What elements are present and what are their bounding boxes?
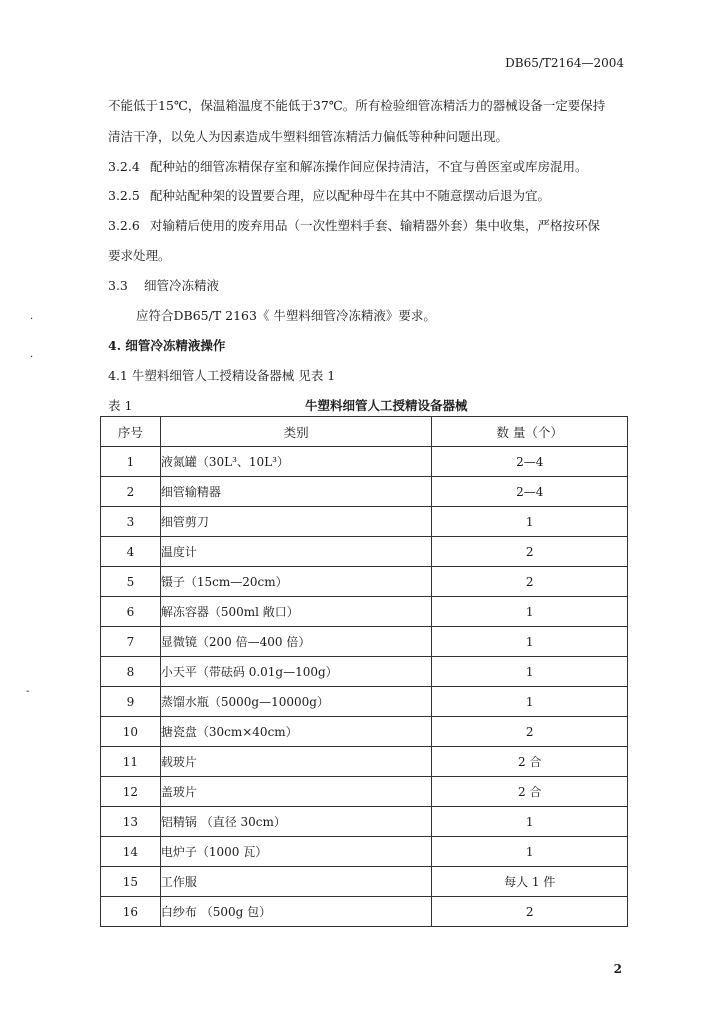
cell-name: 搪瓷盘（30cm×40cm） [160,717,432,747]
cell-qty: 1 [432,597,628,627]
scan-artifact: - [26,686,30,697]
section-title: 细管冷冻精液 [143,278,219,293]
equipment-table [100,416,628,927]
table-row [101,657,628,687]
cell-qty: 2 [432,537,628,567]
cell-no: 10 [101,717,161,747]
cell-qty: 1 [432,657,628,687]
scan-artifact: · [30,352,34,363]
clause-3-2-6 [108,216,600,236]
header-name: 类别 [160,417,432,447]
section-4-1-text: 4.1 牛塑料细管人工授精设备器械 见表 1 [108,368,336,383]
clause-3-2-5 [108,186,550,206]
header-no: 序号 [101,417,161,447]
table-row [101,717,628,747]
cell-qty: 2 [432,717,628,747]
cell-name: 载玻片 [160,747,432,777]
cell-no: 5 [101,567,161,597]
cell-no: 12 [101,777,161,807]
cell-qty: 2 [432,897,628,927]
clause-text: 对输精后使用的废弃用品（一次性塑料手套、输精器外套）集中收集，严格按环保 [149,218,600,233]
cell-qty: 2—4 [432,477,628,507]
table-row [101,567,628,597]
section-4-heading: 4. 细管冷冻精液操作 [108,338,226,353]
document-code: DB65/T2164—2004 [505,56,624,70]
clause-number: 3.2.6 [108,218,140,233]
cell-name: 蒸馏水瓶（5000g—10000g） [160,687,432,717]
section-3-3-text: 应符合DB65/T 2163《 牛塑料细管冷冻精液》要求。 [136,308,436,323]
paragraph-line: 清洁干净，以免人为因素造成牛塑料细管冻精活力偏低等种种问题出现。 [108,129,509,144]
clause-text: 配种站的细管冻精保存室和解冻操作间应保持清洁，不宜与兽医室或库房混用。 [149,159,588,174]
cell-qty: 1 [432,807,628,837]
cell-qty: 1 [432,687,628,717]
cell-no: 16 [101,897,161,927]
table-header-row [101,417,628,447]
table-title: 牛塑料细管人工授精设备器械 [305,398,468,413]
cell-qty: 2—4 [432,447,628,477]
cell-name: 细管剪刀 [160,507,432,537]
table-row [101,867,628,897]
cell-qty: 2 合 [432,777,628,807]
table-row [101,537,628,567]
table-row [101,747,628,777]
cell-qty: 1 [432,627,628,657]
table-row [101,807,628,837]
paragraph-line: 要求处理。 [108,248,171,263]
table-row [101,627,628,657]
page-number: 2 [613,962,622,976]
clause-3-2-4 [108,157,588,177]
cell-name: 白纱布 （500g 包） [160,897,432,927]
table-label: 表 1 [108,398,133,413]
cell-qty: 2 合 [432,747,628,777]
cell-name: 解冻容器（500ml 敞口） [160,597,432,627]
cell-name: 小天平（带砝码 0.01g—100g） [160,657,432,687]
table-row [101,597,628,627]
cell-name: 电炉子（1000 瓦） [160,837,432,867]
paragraph-line: 不能低于15℃，保温箱温度不能低于37℃。所有检验细管冻精活力的器械设备一定要保持 [108,98,606,113]
cell-no: 4 [101,537,161,567]
cell-name: 铝精锅 （直径 30cm） [160,807,432,837]
cell-name: 工作服 [160,867,432,897]
cell-name: 温度计 [160,537,432,567]
scan-artifact: · [30,314,34,325]
cell-no: 6 [101,597,161,627]
cell-no: 2 [101,477,161,507]
table-row [101,477,628,507]
header-qty: 数 量（个） [432,417,628,447]
cell-name: 镊子（15cm—20cm） [160,567,432,597]
table-row [101,777,628,807]
cell-name: 盖玻片 [160,777,432,807]
table-row [101,837,628,867]
section-number: 3.3 [108,278,128,293]
table-row [101,897,628,927]
cell-no: 3 [101,507,161,537]
cell-no: 13 [101,807,161,837]
cell-name: 显微镜（200 倍—400 倍） [160,627,432,657]
cell-name: 液氮罐（30L³、10L³） [160,447,432,477]
cell-no: 7 [101,627,161,657]
cell-no: 1 [101,447,161,477]
cell-no: 14 [101,837,161,867]
table-row [101,447,628,477]
cell-name: 细管输精器 [160,477,432,507]
cell-qty: 1 [432,837,628,867]
cell-no: 9 [101,687,161,717]
cell-no: 15 [101,867,161,897]
cell-no: 11 [101,747,161,777]
clause-number: 3.2.5 [108,188,140,203]
section-3-3-heading [108,276,219,296]
clause-number: 3.2.4 [108,159,140,174]
cell-qty: 2 [432,567,628,597]
table-row [101,507,628,537]
table-row [101,687,628,717]
cell-qty: 1 [432,507,628,537]
cell-no: 8 [101,657,161,687]
cell-qty: 每人 1 件 [432,867,628,897]
clause-text: 配种站配种架的设置要合理，应以配种母牛在其中不随意摆动后退为宜。 [149,188,550,203]
